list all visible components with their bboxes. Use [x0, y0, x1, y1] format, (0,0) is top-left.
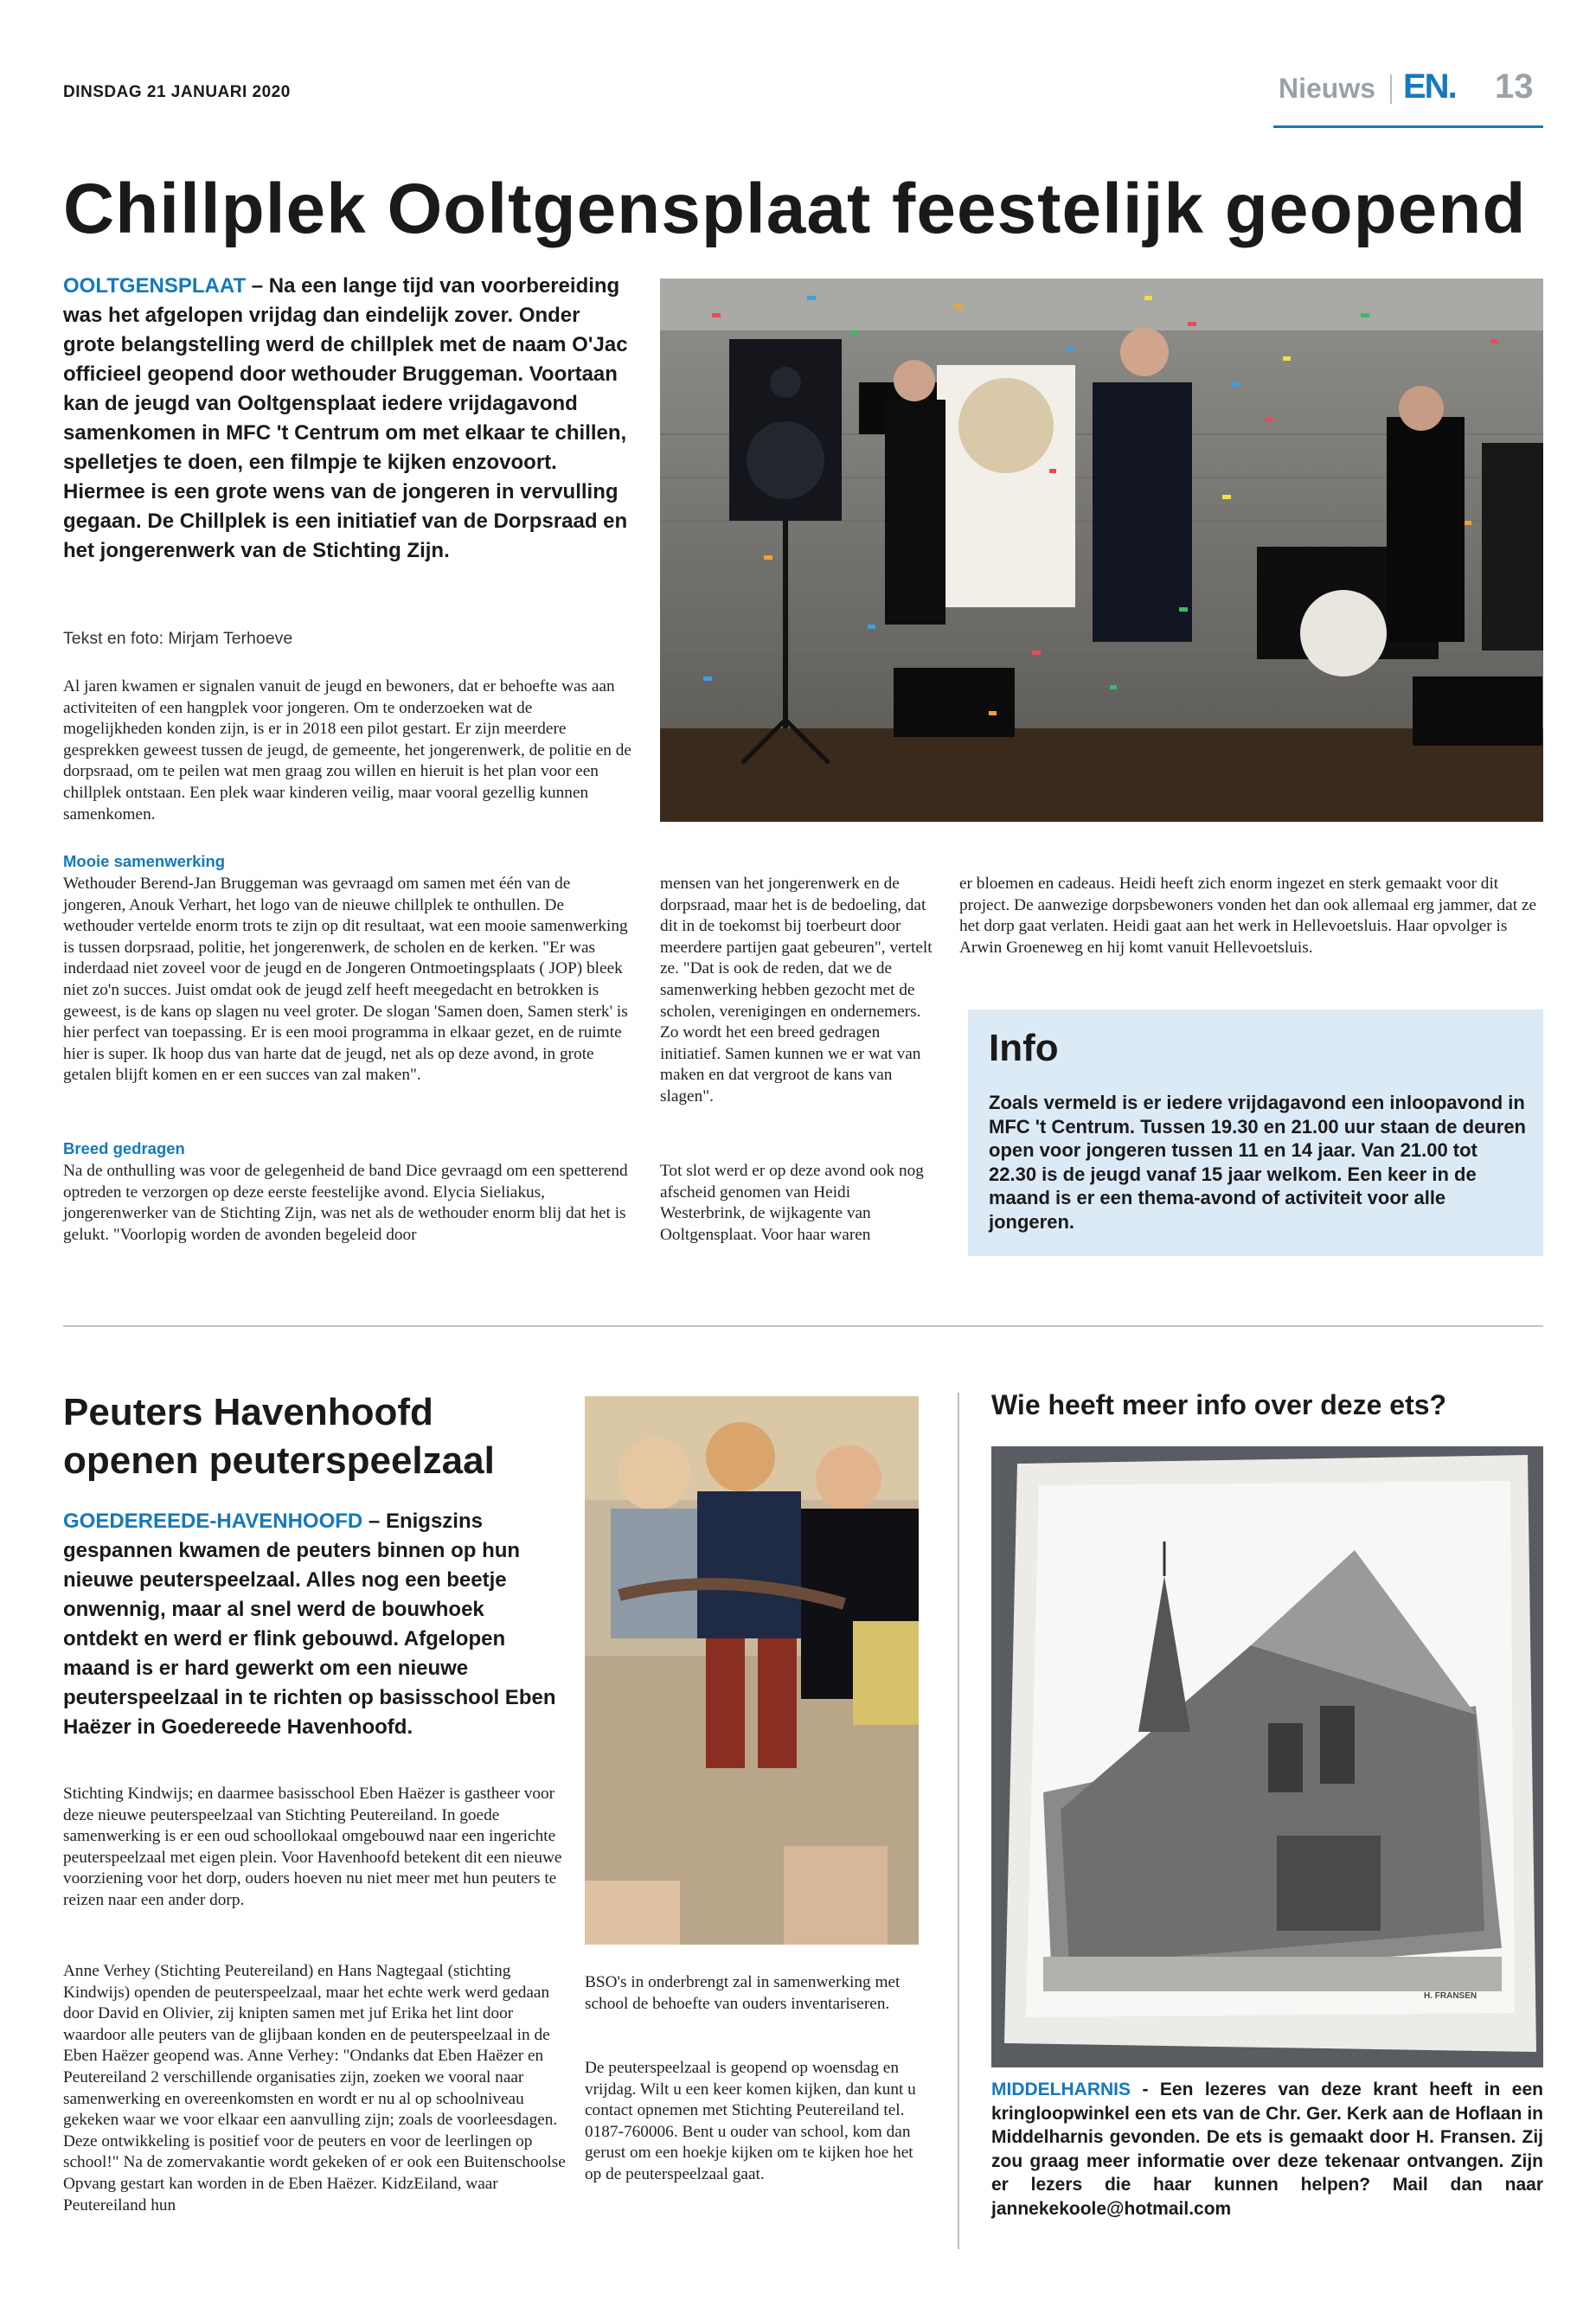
subheading: Breed gedragen	[63, 1139, 185, 1157]
photo-credit: Tekst en foto: Mirjam Terhoeve	[63, 629, 293, 648]
body-text: Anne Verhey (Stichting Peutereiland) en Hans Nagtegaal (stichting Kindwijs) openden de peuterspeelzaal, maar het echte werk werd gedaan door David en Olivier, zij knipten samen met juf Erika het lint door waardoor alle peuters van de glijbaan konden en de peuterspeelzaal in de Eben Haëzer geopend was. Anne Verhey: "Ondanks dat Eben Haëzer en Peutereiland 2 verschillende organisaties zijn, zoeken we vooral naar samenwerking en overeenkomsten en wordt er nu al op schoolniveau gekeken waar we voor elkaar een aanvulling zijn; zoals de voorleesdagen. Deze ontwikkeling is positief voor de peuters en voor de leerlingen op school!" Na de zomervakantie wordt gekeken of er ook een Buitenschoolse Opvang gestart kan worden in de Eben Haëzer. KidzEiland, waar Peutereiland hun	[63, 1962, 566, 2214]
lead-text: – Enigszins gespannen kwamen de peuters binnen op hun nieuwe peuterspeelzaal. Alles nog een beetje onwennig, maar al snel werd de bouwhoek ontdekt en werd er flink gebouwd. Afgelopen maand is er hard gewerkt om een nieuwe peuterspeelzaal in te richten op basisschool Eben Haëzer in Goedereede Havenhoofd.	[63, 1509, 556, 1739]
section-divider	[63, 1325, 1543, 1327]
body-intro: Al jaren kwamen er signalen vanuit de jeugd en bewoners, dat er behoefte was aan activiteiten of een hangplek voor jongeren. Om te onderzoeken wat de mogelijkheden konden zijn, is er in 2018 een pilot gestart. Er zijn meerdere gesprekken geweest tussen de jeugd, de gemeente, het jongerenwerk, de politie en de dorpsraad, om te peilen wat men graag zou willen en hieruit is het plan voor een chillplek ontstaan. Een plek waar kinderen veilig, maar vooral gezellig kunnen samenkomen.	[63, 677, 631, 824]
info-box-text: Zoals vermeld is er iedere vrijdagavond een inloopavond in MFC 't Centrum. Tussen 19.30 en 21.00 uur staan de deuren open voor jongeren tussen 11 en 14 jaar. Van 21.00 tot 22.30 is de jeugd vanaf 15 jaar welkom. Een keer in de maand is er een thema-avond of activiteit voor alle jongeren.	[989, 1092, 1526, 1233]
body-text: Tot slot werd er op deze avond ook nog afscheid genomen van Heidi Westerbrink, de wijkagente van Ooltgensplaat. Voor haar waren	[660, 1162, 924, 1244]
publication-logo: EN.	[1403, 67, 1456, 106]
section-label: Nieuws	[1279, 73, 1376, 104]
etching-signature: H. FRANSEN	[1424, 1991, 1477, 2001]
article-lead	[63, 272, 634, 566]
issue-date: DINSDAG 21 JANUARI 2020	[63, 83, 291, 101]
etching-photo	[991, 1446, 1543, 2067]
article-text	[991, 2078, 1543, 2221]
column-divider	[958, 1393, 959, 2249]
page-number: 13	[1495, 67, 1534, 106]
body-text: Na de onthulling was voor de gelegenheid de band Dice gevraagd om een spetterend optreden te verzorgen op deze eerste feestelijke avond. Elycia Sieliakus, jongerenwerker van de Stichting Zijn, was net als de wethouder enorm blij dat het is gelukt. "Voorlopig worden de avonden begeleid door	[63, 1162, 628, 1244]
body-text: Wethouder Berend-Jan Bruggeman was gevraagd om samen met één van de jongeren, Anouk Verhart, het logo van de nieuwe chillplek te onthullen. De wethouder vertelde enorm trots te zijn op dit resultaat, wat een mooie samenwerking is tussen dorpsraad, politie, het jongerenwerk, de scholen en de kerken. "Er was inderdaad niet zoveel voor de jeugd en de Jongeren Ontmoetingsplaats ( JOP) bleek niet zo'n succes. Juist omdat ook de jeugd zelf heeft meegedacht en betrokken is geweest, is de kans op slagen nu veel groter. De slogan 'Samen doen, Samen sterk' is hier perfect van toepassing. Er is een mooi programma in elkaar gezet, en de ruimte hier is super. Ik hoop dus van harte dat de jeugd, net als op deze avond, in grote getalen blijft komen en er een succes van zal maken".	[63, 875, 628, 1085]
body-text: er bloemen en cadeaus. Heidi heeft zich enorm ingezet en sterk gemaakt voor dit project. De aanwezige dorpsbewoners vonden het dan ook allemaal erg jammer, dat ze het dorp gaat verlaten. Heidi gaat aan het werk in Hellevoetsluis. Haar opvolger is Arwin Groeneweg en hij komt vanuit Hellevoetsluis.	[959, 875, 1537, 957]
body-text: De peuterspeelzaal is geopend op woensdag en vrijdag. Wilt u een keer komen kijken, dan kunt u contact opnemen met Stichting Peutereiland tel. 0187-760006. Bent u ouder van school, kom dan gerust om een hoekje kijken om te kijken hoe het op de peuterspeelzaal gaat.	[585, 2059, 916, 2183]
article-headline: Wie heeft meer info over deze ets?	[991, 1389, 1447, 1420]
dateline-place: GOEDEREEDE-HAVENHOOFD	[63, 1509, 363, 1533]
article-headline	[63, 1388, 495, 1485]
body-text: mensen van het jongerenwerk en de dorpsraad, maar het is de bedoeling, dat dit in de toekomst bij toerbeurt door meerdere partijen gaat gebeuren", vertelt ze. "Dat is ook de reden, dat we de samenwerking hebben gezocht met de scholen, verenigingen en ondernemers. Zo wordt het een breed gedragen initiatief. Samen kunnen we er wat van maken en dat vergroot de kans van slagen".	[660, 875, 933, 1106]
headline-line: Peuters Havenhoofd	[63, 1391, 433, 1433]
article-text-body: - Een lezeres van deze krant heeft in een kringloopwinkel een ets van de Chr. Ger. Kerk aan de Hoflaan in Middelharnis gevonden. De ets is gemaakt door H. Fransen. Zij zou graag meer informatie over deze tekenaar ontvangen. Zijn er lezers die haar kunnen helpen? Mail dan naar jannekekoole@hotmail.com	[991, 2080, 1543, 2219]
lead-text: – Na een lange tijd van voorbereiding was het afgelopen vrijdag dan eindelijk zover. Onder grote belangstelling werd de chillplek met de naam O'Jac officieel geopend door wethouder Bruggeman. Voortaan kan de jeugd van Ooltgensplaat iedere vrijdagavond samenkomen in MFC 't Centrum om met elkaar te chillen, spelletjes te doen, een filmpje te kijken enzovoort. Hiermee is een grote wens van de jongeren in vervulling gegaan. De Chillplek is een initiatief van de Dorpsraad en het jongerenwerk van de Stichting Zijn.	[63, 274, 628, 562]
header-separator	[1390, 74, 1392, 104]
headline-line: openen peuterspeelzaal	[63, 1439, 495, 1482]
article-headline: Chillplek Ooltgensplaat feestelijk geopend	[63, 170, 1527, 248]
toddlers-photo	[585, 1396, 919, 1945]
info-box	[968, 1009, 1543, 1256]
body-text: Stichting Kindwijs; en daarmee basisschool Eben Haëzer is gastheer voor deze nieuwe peuterspeelzaal van Stichting Peutereiland. In goede samenwerking is er een oud schoollokaal omgebouwd naar een ingerichte peuterspeelzaal met eigen plein. Voor Havenhoofd betekent dit een nieuwe voorziening voor het dorp, ouders hoeven nu niet meer met hun peuters te reizen naar een ander dorp.	[63, 1785, 562, 1909]
body-text: BSO's in onderbrengt zal in samenwerking met school de behoefte van ouders inventariseren.	[585, 1973, 901, 2013]
dateline-place: MIDDELHARNIS	[991, 2080, 1131, 2099]
info-box-title: Info	[989, 1027, 1059, 1069]
subheading: Mooie samenwerking	[63, 852, 226, 870]
dateline-place: OOLTGENSPLAAT	[63, 274, 247, 298]
stage-photo	[660, 279, 1543, 822]
article-lead	[63, 1507, 556, 1742]
header-rule	[1273, 125, 1543, 128]
